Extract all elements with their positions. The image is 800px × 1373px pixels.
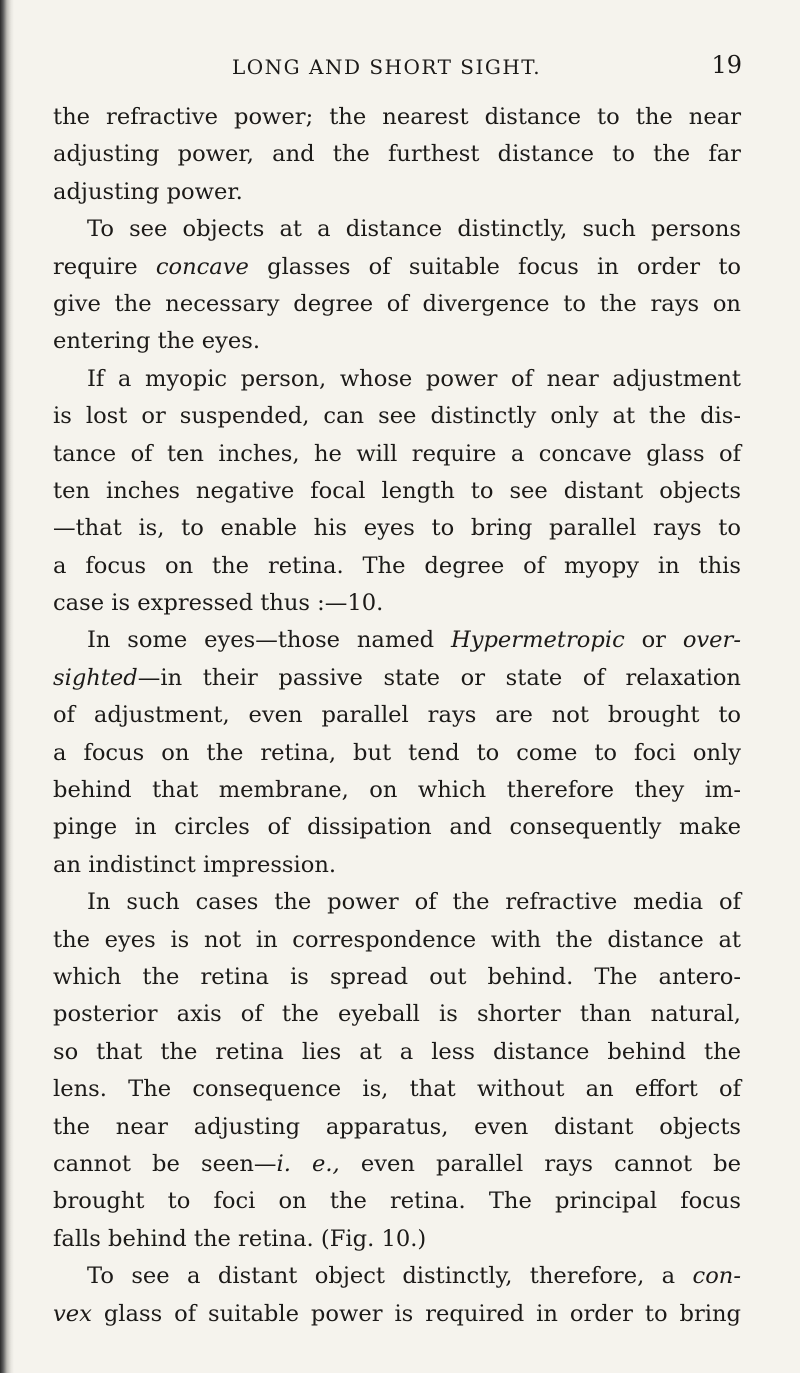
text-line: sighted—in their passive state or state of relaxation bbox=[53, 664, 741, 691]
text-line: so that the retina lies at a less distance behind the bbox=[53, 1038, 741, 1065]
text-line: lens. The consequence is, that without an effort of bbox=[53, 1076, 741, 1103]
text-line: pinge in circles of dissipation and consequently make bbox=[53, 814, 741, 841]
text-line: is lost or suspended, can see distinctly only at the dis- bbox=[53, 403, 741, 430]
page-header bbox=[232, 51, 742, 95]
text-line: If a myopic person, whose power of near adjustment bbox=[87, 365, 741, 392]
text-line: cannot be seen—i. e., even parallel rays cannot be bbox=[53, 1150, 742, 1177]
italic-term: sighted bbox=[53, 664, 138, 691]
text-line: —that is, to enable his eyes to bring parallel rays to bbox=[53, 515, 741, 542]
text-line: entering the eyes. bbox=[53, 328, 261, 355]
running-title: LONG AND SHORT SIGHT. bbox=[232, 55, 542, 79]
text-line: ten inches negative focal length to see distant objects bbox=[53, 477, 741, 504]
text-line: the eyes is not in correspondence with the distance at bbox=[53, 926, 741, 953]
text-line: falls behind the retina. (Fig. 10.) bbox=[53, 1225, 427, 1252]
text-line: behind that membrane, on which therefore they im- bbox=[53, 777, 741, 804]
text-line: require concave glasses of suitable focus in order to bbox=[53, 253, 742, 280]
text-line: tance of ten inches, he will require a concave glass of bbox=[53, 440, 741, 467]
text-line: case is expressed thus :—10. bbox=[53, 590, 384, 617]
text-line: To see a distant object distinctly, therefore, a con- bbox=[87, 1263, 741, 1290]
text-line: of adjustment, even parallel rays are not brought to bbox=[53, 702, 741, 729]
body-text bbox=[53, 99, 741, 1333]
text-line: In such cases the power of the refractive media of bbox=[87, 889, 741, 916]
italic-term: over- bbox=[682, 627, 741, 654]
text-line: vex glass of suitable power is required in order to bring bbox=[53, 1300, 741, 1327]
text-line: adjusting power, and the furthest distance to the far bbox=[53, 141, 741, 168]
text-line: which the retina is spread out behind. The antero- bbox=[53, 963, 741, 990]
italic-term: vex bbox=[53, 1300, 92, 1327]
italic-term: con- bbox=[692, 1263, 741, 1290]
text-line: the near adjusting apparatus, even distant objects bbox=[53, 1113, 741, 1140]
italic-term: Hypermetropic bbox=[451, 627, 625, 654]
text-line: In some eyes—those named Hypermetropic or over- bbox=[87, 627, 741, 654]
text-line: a focus on the retina, but tend to come to foci only bbox=[53, 739, 741, 766]
text-line: an indistinct impression. bbox=[53, 851, 337, 878]
text-line: adjusting power. bbox=[53, 178, 243, 205]
page-number: 19 bbox=[711, 51, 742, 79]
text-line: posterior axis of the eyeball is shorter than natural, bbox=[53, 1001, 741, 1028]
text-line: give the necessary degree of divergence to the rays on bbox=[53, 290, 741, 317]
text-line: brought to foci on the retina. The principal focus bbox=[53, 1188, 741, 1215]
page-binding-shadow bbox=[0, 0, 14, 1373]
text-line: a focus on the retina. The degree of myopy in this bbox=[53, 552, 741, 579]
italic-term: concave bbox=[155, 253, 249, 280]
italic-term: i. e., bbox=[276, 1150, 340, 1177]
text-line: the refractive power; the nearest distance to the near bbox=[53, 104, 741, 130]
text-line: To see objects at a distance distinctly, such persons bbox=[87, 216, 741, 243]
